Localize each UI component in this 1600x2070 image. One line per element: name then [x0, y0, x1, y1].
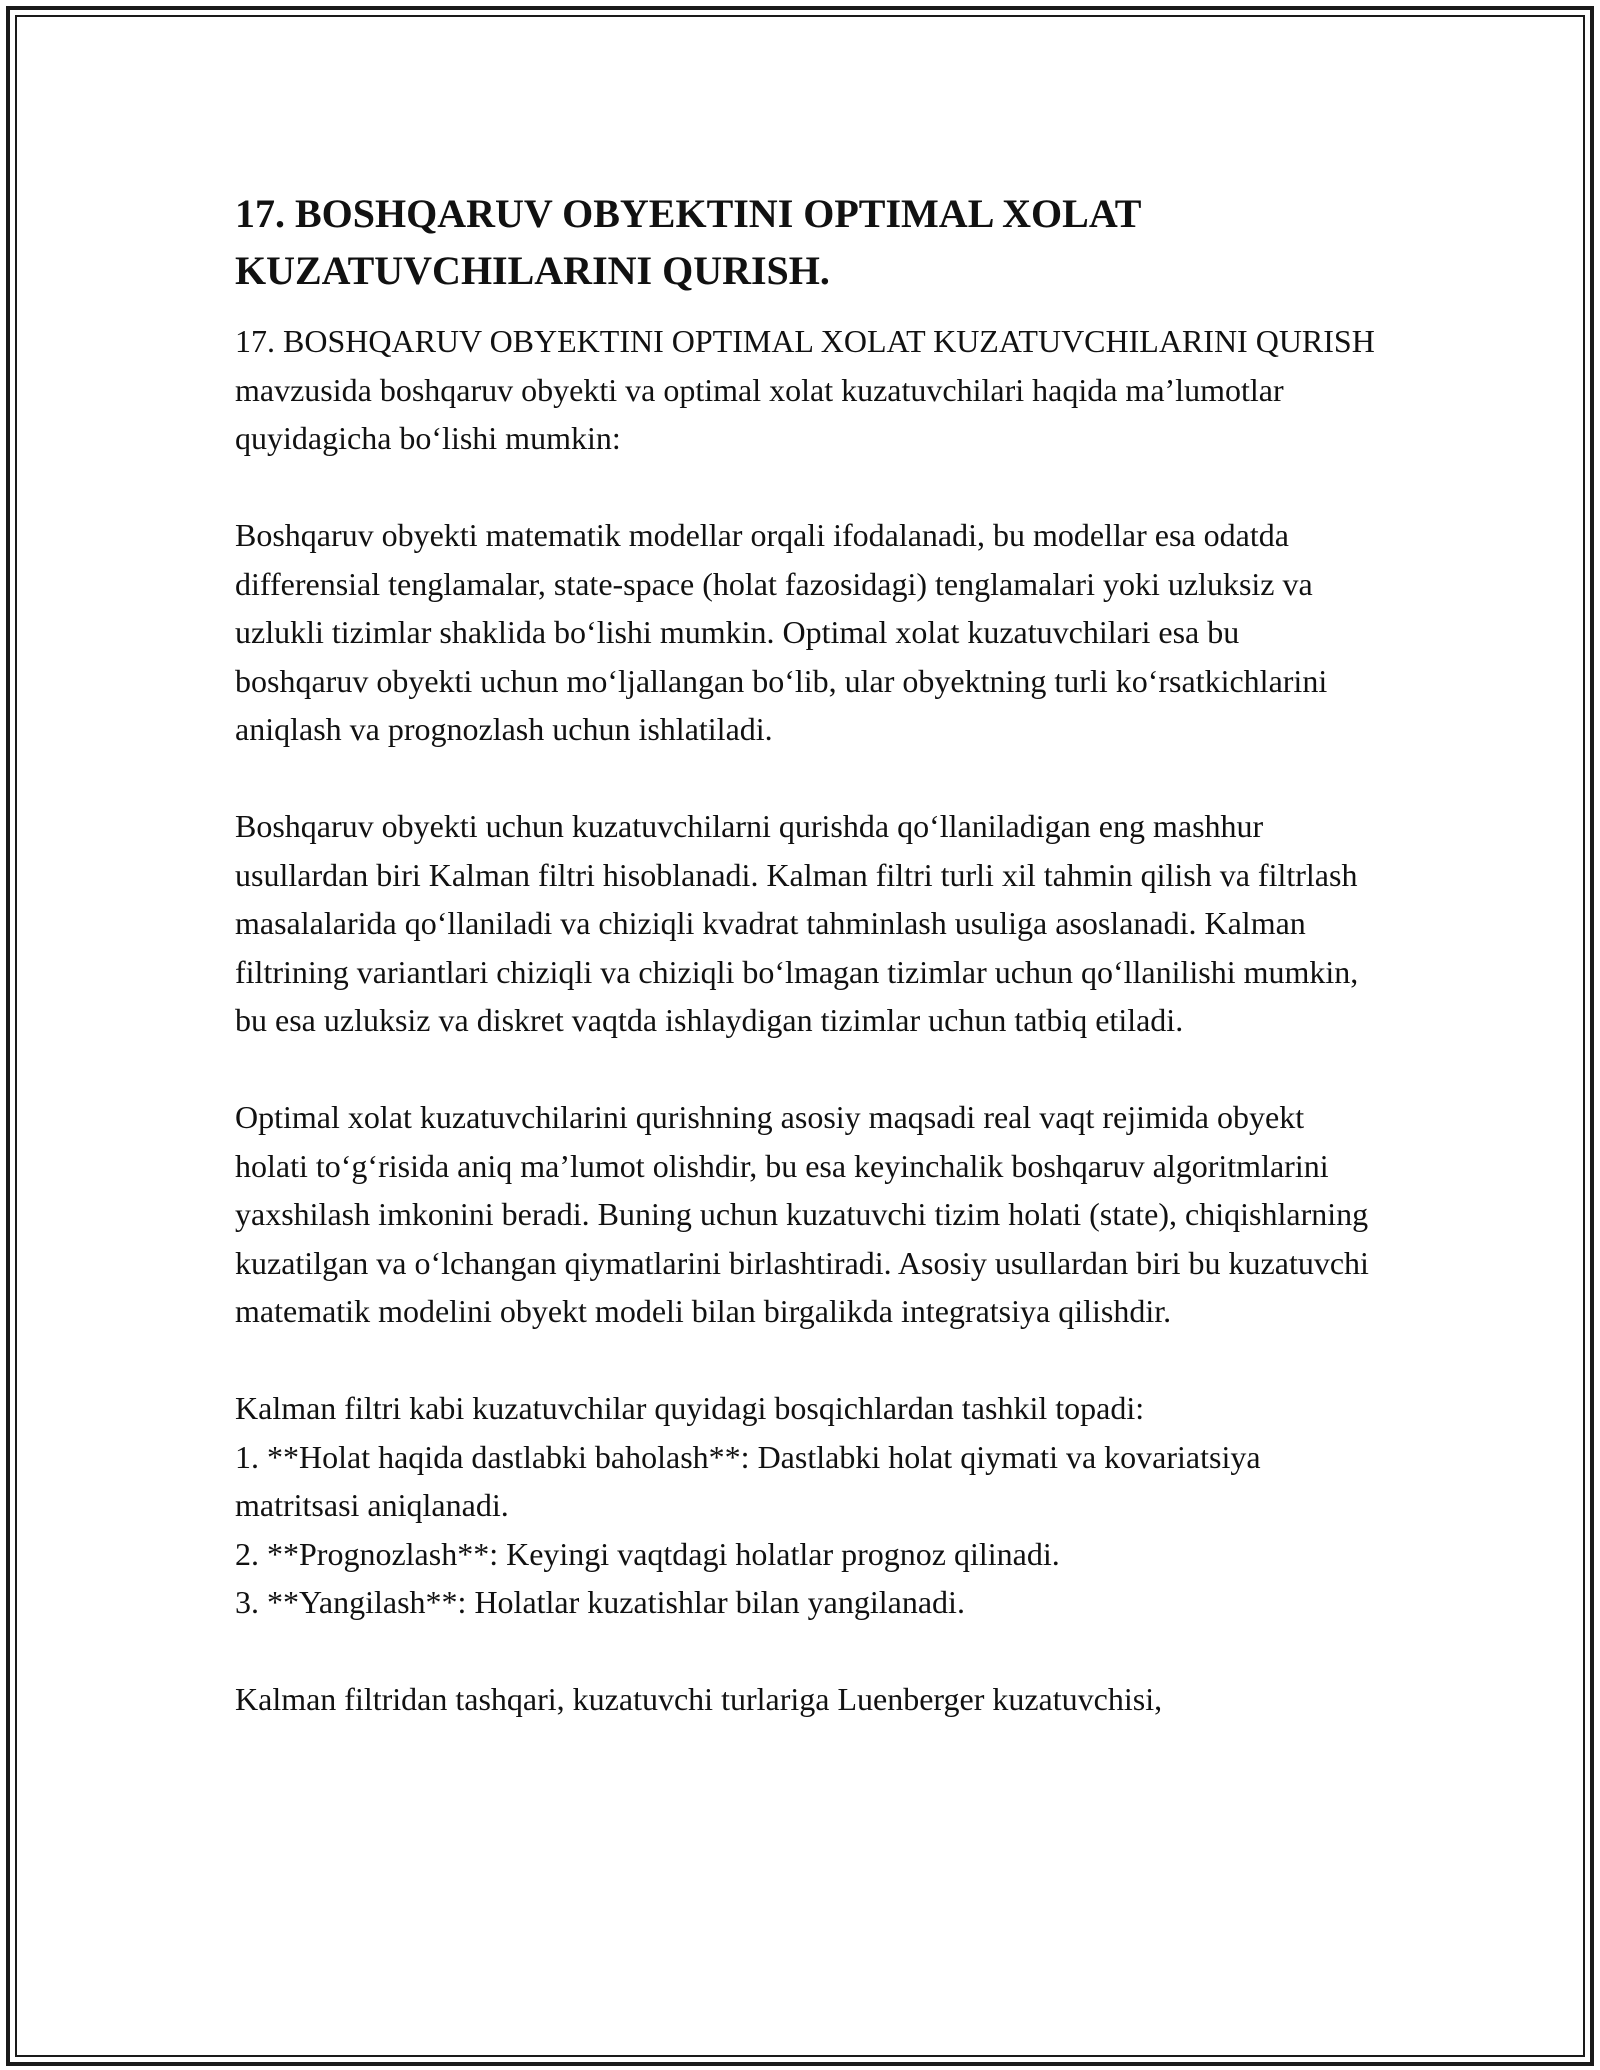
purpose-paragraph: Optimal xolat kuzatuvchilarini qurishning asosiy maqsadi real vaqt rejimida obyekt holati to‘g‘risida aniq ma’lumot olishdir, bu esa keyinchalik boshqaruv algoritmlarini yaxshilash imkonini beradi. Buning uchun kuzatuvchi tizim holati (state), chiqishlarning kuzatilgan va o‘lchangan qiymatlarini birlashtiradi. Asosiy usullardan biri bu kuzatuvchi matematik modelini obyekt modeli bilan birgalikda integratsiya qilishdir. — [235, 1099, 1369, 1329]
steps-intro-paragraph: Kalman filtri kabi kuzatuvchilar quyidagi bosqichlardan tashkil topadi: — [235, 1390, 1145, 1426]
closing-paragraph: Kalman filtridan tashqari, kuzatuvchi turlariga Luenberger kuzatuvchisi, — [235, 1681, 1163, 1717]
document-page — [235, 185, 1375, 1724]
list-item: 3. **Yangilash**: Holatlar kuzatishlar bilan yangilanadi. — [235, 1584, 965, 1620]
intro-paragraph: 17. BOSHQARUV OBYEKTINI OPTIMAL XOLAT KUZATUVCHILARINI QURISH mavzusida boshqaruv obyekti va optimal xolat kuzatuvchilari haqida ma’lumotlar quyidagicha bo‘lishi mumkin: — [235, 323, 1375, 456]
list-item: 1. **Holat haqida dastlabki baholash**: Dastlabki holat qiymati va kovariatsiya matritsasi aniqlanadi. — [235, 1438, 1261, 1523]
document-title: 17. BOSHQARUV OBYEKTINI OPTIMAL XOLAT KUZATUVCHILARINI QURISH. — [235, 191, 1141, 293]
list-item: 2. **Prognozlash**: Keyingi vaqtdagi holatlar prognoz qilinadi. — [235, 1535, 1060, 1572]
kalman-paragraph: Boshqaruv obyekti uchun kuzatuvchilarni qurishda qo‘llaniladigan eng mashhur usullardan biri Kalman filtri hisoblanadi. Kalman filtri turli xil tahmin qilish va filtrlash masalalarida qo‘llaniladi va chiziqli kvadrat tahminlash usuliga asoslanadi. Kalman filtrining variantlari chiziqli va chiziqli bo‘lmagan tizimlar uchun qo‘llanilishi mumkin, bu esa uzluksiz va diskret vaqtda ishlaydigan tizimlar uchun tatbiq etiladi. — [235, 808, 1359, 1038]
steps-list — [235, 1433, 1375, 1627]
model-paragraph: Boshqaruv obyekti matematik modellar orqali ifodalanadi, bu modellar esa odatda differensial tenglamalar, state-space (holat fazosidagi) tenglamalari yoki uzluksiz va uzlukli tizimlar shaklida bo‘lishi mumkin. Optimal xolat kuzatuvchilari esa bu boshqaruv obyekti uchun mo‘ljallangan bo‘lib, ular obyektning turli ko‘rsatkichlarini aniqlash va prognozlash uchun ishlatiladi. — [235, 517, 1328, 747]
